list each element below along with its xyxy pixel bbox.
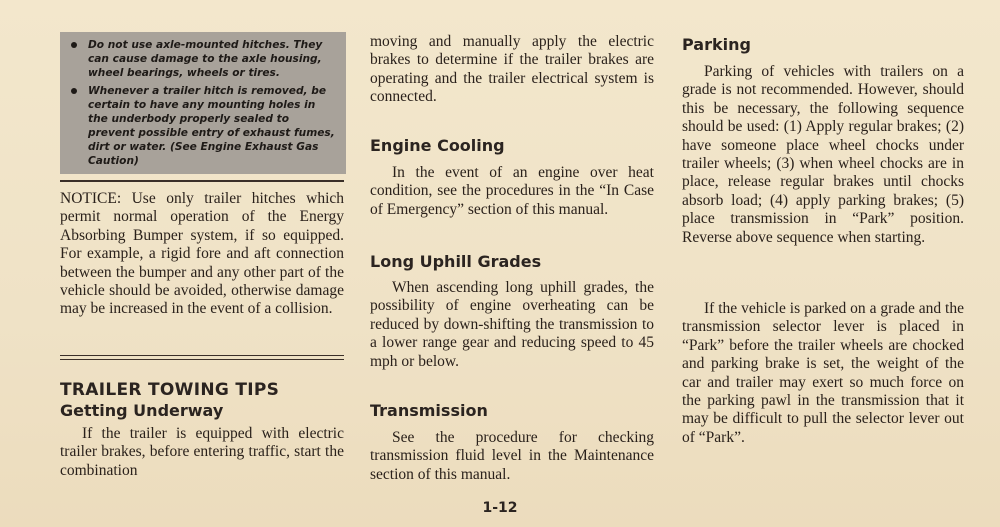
transmission-text: See the procedure for checking transmission fluid level in the Maintenance section of this manual. — [370, 429, 654, 483]
transmission-heading: Transmission — [370, 401, 488, 420]
getting-underway-text-2: moving and manually apply the electric brakes to determine if the trailer brakes are operating and the trailer electrical system is connected. — [370, 33, 654, 106]
notice-bottom-rule — [60, 355, 344, 360]
parking-heading: Parking — [682, 35, 751, 54]
uphill-grades-heading: Long Uphill Grades — [370, 252, 542, 271]
notice-text: NOTICE: Use only trailer hitches which permit normal operation of the Energy Absorbing Bumper system, if so equipped. For example, a rigid fore and aft connection between the bumper and any other part of the vehicle should be avoided, otherwise damage may be increased in the event of a collision. — [60, 190, 344, 318]
caution-item-hitch-removed: Whenever a trailer hitch is removed, be certain to have any mounting holes in the underbody properly sealed to prevent possible entry of exhaust fumes, dirt or water. (See Engine Exhaust Gas Caution) — [68, 84, 338, 168]
getting-underway-heading: Getting Underway — [60, 401, 224, 420]
caution-list — [68, 38, 338, 168]
engine-cooling-text: In the event of an engine over heat condition, see the procedures in the “In Case of Emergency” section of this manual. — [370, 164, 654, 218]
parking-text-2: If the vehicle is parked on a grade and the transmission selector lever is placed in “Park” before the trailer wheels are chocked and parking brake is set, the weight of the car and trailer may exert so much force on the parking pawl in the transmission that it may be difficult to pull the selector lever out of “Park”. — [682, 300, 964, 446]
parking-text-1: Parking of vehicles with trailers on a grade is not recommended. However, should this be necessary, the following sequence should be used: (1) Apply regular brakes; (2) have someone place wheel chocks under trailer wheels; (3) when wheel chocks are in place, release regular brakes until chocks absorb load; (4) apply parking brakes; (5) place transmission in “Park” position. Reverse above sequence when starting. — [682, 63, 964, 246]
uphill-grades-text: When ascending long uphill grades, the possibility of engine overheating can be reduced by down-shifting the transmission to a lower range gear and reducing speed to 45 mph or below. — [370, 279, 654, 370]
engine-cooling-heading: Engine Cooling — [370, 136, 505, 155]
getting-underway-text-1: If the trailer is equipped with electric trailer brakes, before entering traffic, start the combination — [60, 425, 344, 479]
caution-item-axle-hitch: Do not use axle-mounted hitches. They can cause damage to the axle housing, wheel bearings, wheels or tires. — [68, 38, 338, 80]
caution-box — [60, 32, 346, 174]
towing-tips-heading: TRAILER TOWING TIPS — [60, 380, 280, 400]
notice-top-rule — [60, 180, 344, 182]
page-number: 1-12 — [482, 500, 518, 516]
